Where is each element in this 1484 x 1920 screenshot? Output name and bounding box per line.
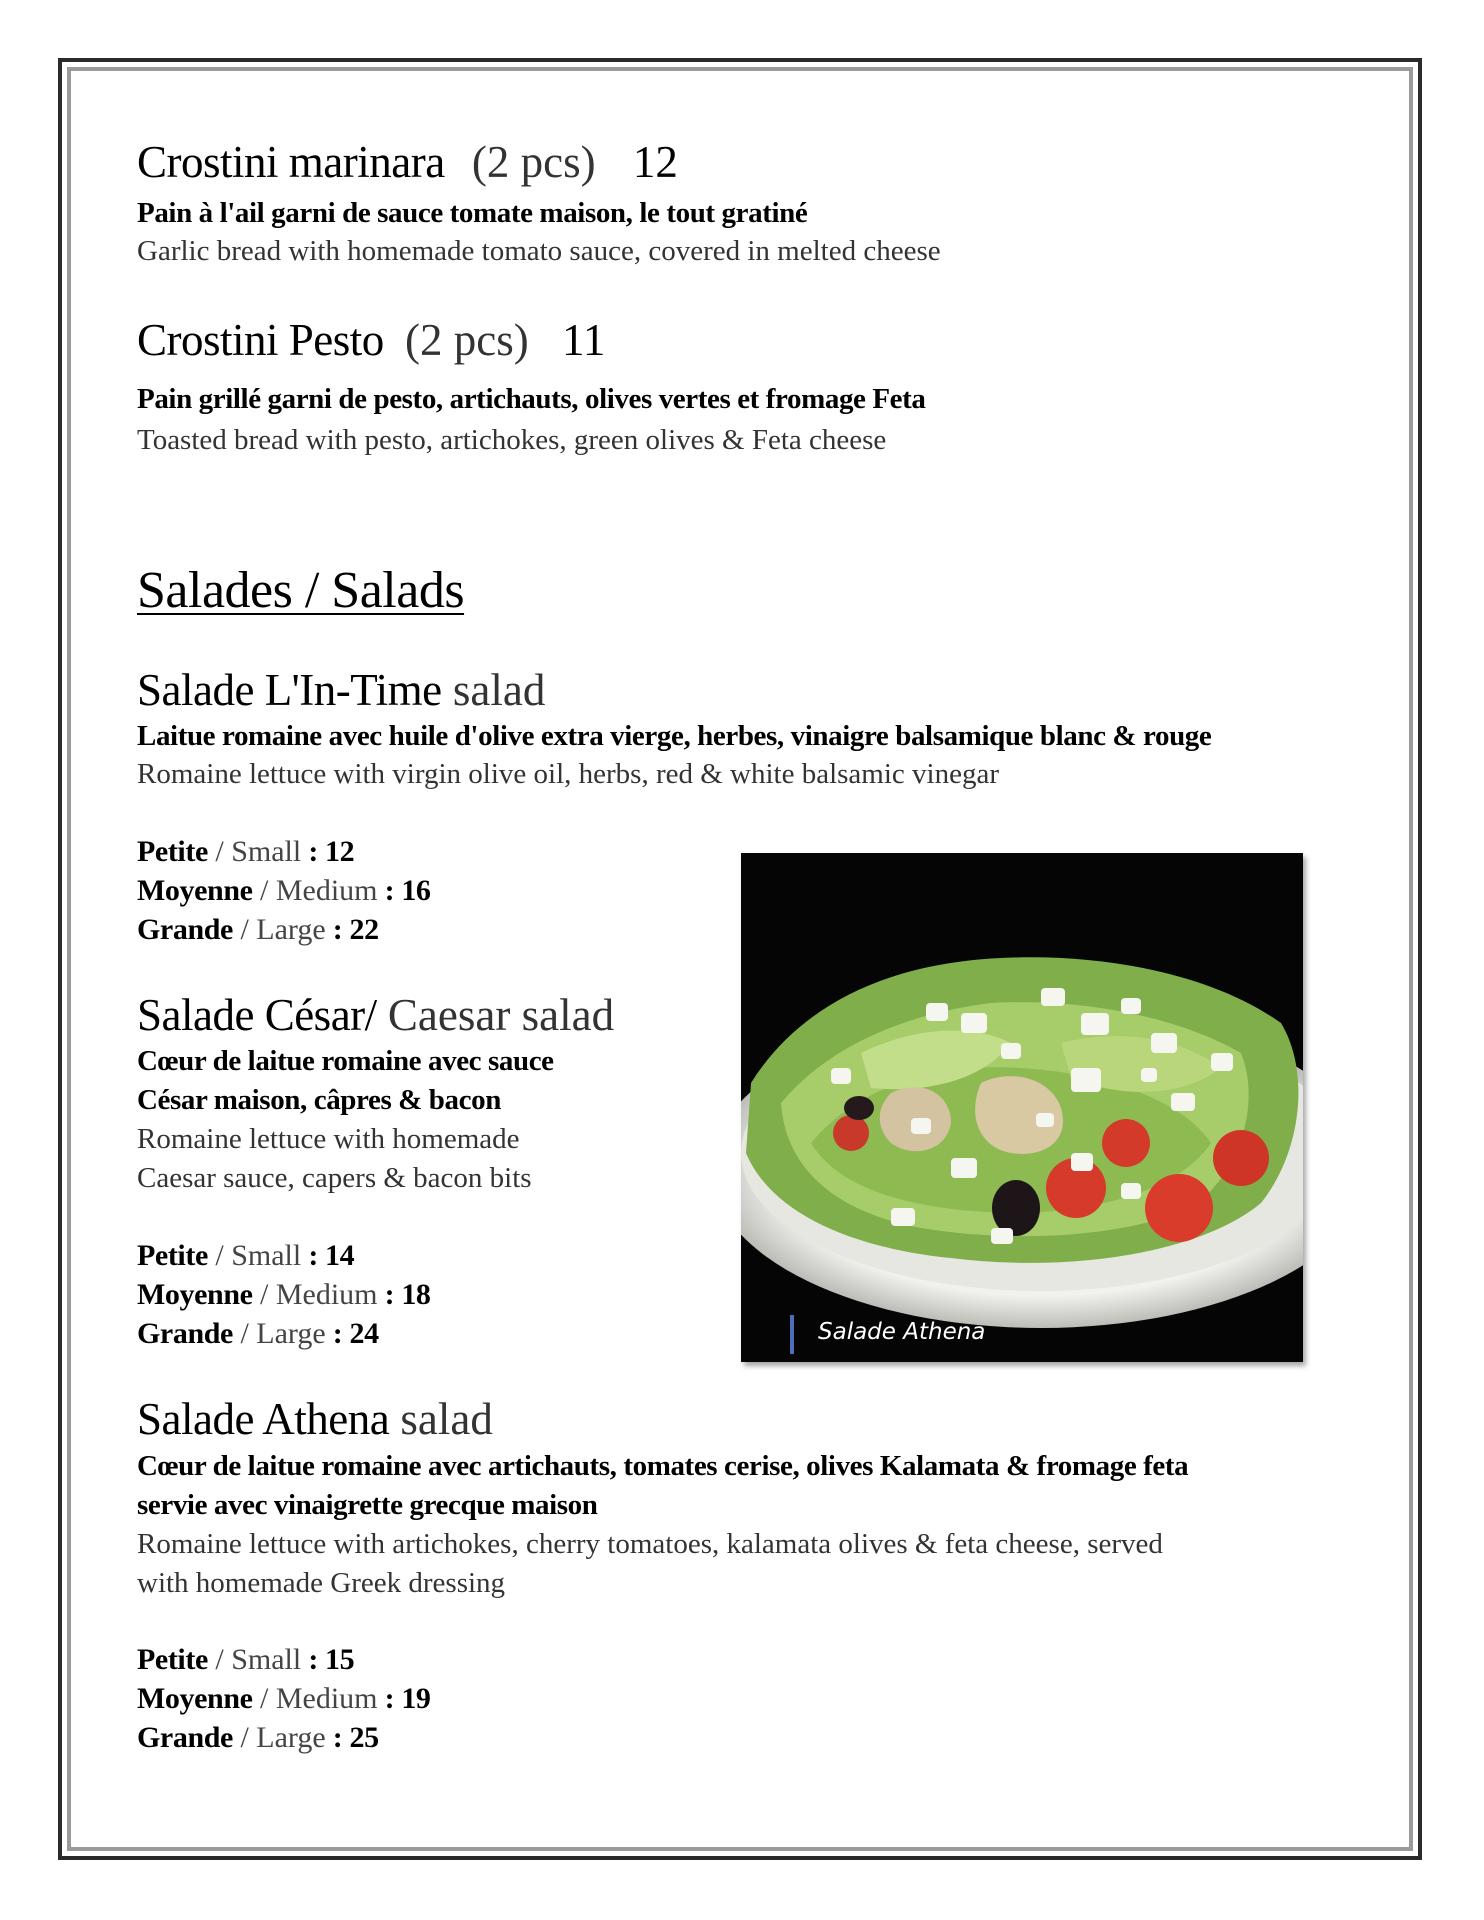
size-row: Moyenne / Medium : 19	[137, 1682, 431, 1715]
salad-name: Salade Athena	[137, 1394, 390, 1444]
size-row: Petite / Small : 15	[137, 1643, 355, 1676]
salad-desc-en: Romaine lettuce with artichokes, cherry tomatoes, kalamata olives & feta cheese, served	[137, 1528, 1163, 1560]
caption-accent-bar	[790, 1315, 794, 1354]
item-desc-fr: Pain grillé garni de pesto, artichauts, olives vertes et fromage Feta	[137, 383, 926, 415]
size-row: Moyenne / Medium : 16	[137, 874, 431, 907]
salad-desc-fr: César maison, câpres & bacon	[137, 1084, 501, 1116]
size-row: Grande / Large : 22	[137, 913, 379, 946]
size-row: Petite / Small : 14	[137, 1239, 355, 1272]
salad-name-en: salad	[441, 665, 546, 715]
salad-desc-en: Romaine lettuce with virgin olive oil, herbs, red & white balsamic vinegar	[137, 758, 999, 790]
photo-caption: Salade Athena	[818, 1319, 986, 1345]
item-title-crostini-pesto	[137, 315, 606, 365]
salad-desc-fr: Cœur de laitue romaine avec artichauts, tomates cerise, olives Kalamata & fromage feta	[137, 1450, 1189, 1482]
salad-athena-photo	[741, 853, 1303, 1362]
size-row: Petite / Small : 12	[137, 835, 355, 868]
salad-desc-en: Romaine lettuce with homemade	[137, 1123, 520, 1155]
salad-desc-fr: Laitue romaine avec huile d'olive extra vierge, herbes, vinaigre balsamique blanc & rouge	[137, 720, 1212, 752]
item-name: Crostini marinara	[137, 137, 445, 187]
size-row: Grande / Large : 25	[137, 1721, 379, 1754]
item-name: Crostini Pesto	[137, 315, 384, 365]
item-price: 12	[632, 137, 678, 187]
size-row: Grande / Large : 24	[137, 1317, 379, 1350]
salad-title-in-time	[137, 665, 546, 715]
salad-title-cesar	[137, 990, 615, 1040]
salad-name-en: salad	[389, 1394, 493, 1444]
salad-name-en: Caesar salad	[376, 990, 615, 1040]
item-title-crostini-marinara	[137, 137, 678, 187]
salad-desc-fr: Cœur de laitue romaine avec sauce	[137, 1045, 554, 1077]
salad-illustration	[741, 853, 1303, 1362]
item-desc-en: Toasted bread with pesto, artichokes, green olives & Feta cheese	[137, 424, 887, 456]
salad-title-athena	[137, 1394, 493, 1444]
item-price: 11	[562, 315, 606, 365]
salad-name: Salade L'In-Time	[137, 665, 442, 715]
item-desc-en: Garlic bread with homemade tomato sauce, covered in melted cheese	[137, 235, 941, 267]
salad-sizes	[137, 1640, 431, 1757]
size-row: Moyenne / Medium : 18	[137, 1278, 431, 1311]
salad-desc-en: with homemade Greek dressing	[137, 1567, 506, 1599]
salad-sizes	[137, 832, 431, 949]
salad-desc-en: Caesar sauce, capers & bacon bits	[137, 1162, 532, 1194]
item-qty: (2 pcs)	[405, 315, 529, 365]
salad-desc-fr: servie avec vinaigrette grecque maison	[137, 1489, 598, 1521]
item-desc-fr: Pain à l'ail garni de sauce tomate maison, le tout gratiné	[137, 197, 808, 229]
item-qty: (2 pcs)	[471, 137, 596, 187]
salad-name: Salade César/	[137, 990, 377, 1040]
section-title: Salades / Salads	[137, 562, 465, 619]
salad-sizes	[137, 1236, 431, 1353]
